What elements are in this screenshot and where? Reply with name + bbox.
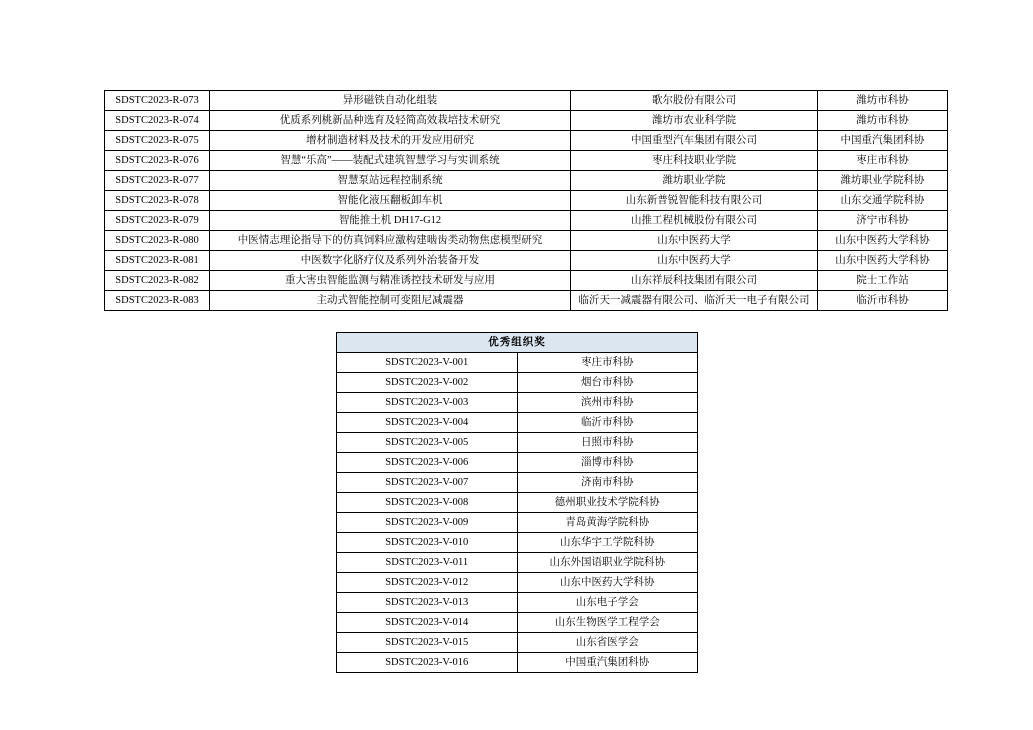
organization-name: 山东外国语职业学院科协 <box>517 553 698 573</box>
project-name: 智能化液压翻板卸车机 <box>210 191 571 211</box>
table-header-row <box>337 333 698 353</box>
excellent-organization-table <box>336 332 698 673</box>
project-organization: 山东祥辰科技集团有限公司 <box>571 271 818 291</box>
organization-code: SDSTC2023-V-009 <box>337 513 518 533</box>
project-recommender: 临沂市科协 <box>818 291 948 311</box>
awards-project-table <box>104 90 948 311</box>
project-code: SDSTC2023-R-080 <box>105 231 210 251</box>
project-organization: 潍坊市农业科学院 <box>571 111 818 131</box>
table-row <box>337 433 698 453</box>
project-code: SDSTC2023-R-074 <box>105 111 210 131</box>
table-row <box>337 493 698 513</box>
organization-name: 青岛黄海学院科协 <box>517 513 698 533</box>
project-organization: 中国重型汽车集团有限公司 <box>571 131 818 151</box>
project-organization: 潍坊职业学院 <box>571 171 818 191</box>
table-row <box>105 231 948 251</box>
table-row <box>337 593 698 613</box>
table-row <box>105 91 948 111</box>
table-row <box>337 393 698 413</box>
project-code: SDSTC2023-R-073 <box>105 91 210 111</box>
project-recommender: 潍坊市科协 <box>818 91 948 111</box>
organization-code: SDSTC2023-V-014 <box>337 613 518 633</box>
project-name: 主动式智能控制可变阻尼减震器 <box>210 291 571 311</box>
excellent-organization-table-body <box>337 333 698 673</box>
organization-code: SDSTC2023-V-006 <box>337 453 518 473</box>
organization-name: 济南市科协 <box>517 473 698 493</box>
excellent-organization-title: 优秀组织奖 <box>337 333 698 353</box>
organization-code: SDSTC2023-V-012 <box>337 573 518 593</box>
organization-name: 山东华宇工学院科协 <box>517 533 698 553</box>
project-organization: 歌尔股份有限公司 <box>571 91 818 111</box>
table-row <box>105 211 948 231</box>
table-row <box>337 353 698 373</box>
organization-name: 枣庄市科协 <box>517 353 698 373</box>
organization-code: SDSTC2023-V-015 <box>337 633 518 653</box>
organization-name: 烟台市科协 <box>517 373 698 393</box>
organization-name: 山东生物医学工程学会 <box>517 613 698 633</box>
project-name: 智能推土机 DH17-G12 <box>210 211 571 231</box>
table-row <box>337 553 698 573</box>
table-row <box>105 271 948 291</box>
organization-code: SDSTC2023-V-001 <box>337 353 518 373</box>
project-code: SDSTC2023-R-081 <box>105 251 210 271</box>
awards-project-table-container <box>104 90 929 311</box>
organization-code: SDSTC2023-V-007 <box>337 473 518 493</box>
project-recommender: 潍坊市科协 <box>818 111 948 131</box>
organization-name: 日照市科协 <box>517 433 698 453</box>
organization-code: SDSTC2023-V-013 <box>337 593 518 613</box>
organization-name: 滨州市科协 <box>517 393 698 413</box>
organization-code: SDSTC2023-V-004 <box>337 413 518 433</box>
organization-code: SDSTC2023-V-016 <box>337 653 518 673</box>
project-code: SDSTC2023-R-079 <box>105 211 210 231</box>
table-row <box>105 291 948 311</box>
excellent-organization-table-container <box>336 332 698 673</box>
project-name: 中医情志理论指导下的仿真饲料应激构建啮齿类动物焦虑模型研究 <box>210 231 571 251</box>
organization-name: 中国重汽集团科协 <box>517 653 698 673</box>
organization-code: SDSTC2023-V-005 <box>337 433 518 453</box>
table-row <box>105 251 948 271</box>
project-code: SDSTC2023-R-083 <box>105 291 210 311</box>
project-organization: 枣庄科技职业学院 <box>571 151 818 171</box>
organization-code: SDSTC2023-V-003 <box>337 393 518 413</box>
table-row <box>337 453 698 473</box>
project-name: 优质系列桃新品种选育及轻简高效栽培技术研究 <box>210 111 571 131</box>
project-recommender: 山东交通学院科协 <box>818 191 948 211</box>
organization-name: 临沂市科协 <box>517 413 698 433</box>
project-recommender: 中国重汽集团科协 <box>818 131 948 151</box>
table-row <box>105 191 948 211</box>
table-row <box>337 413 698 433</box>
table-row <box>337 573 698 593</box>
table-row <box>105 111 948 131</box>
project-name: 中医数字化脐疗仪及系列外治装备开发 <box>210 251 571 271</box>
table-row <box>105 151 948 171</box>
organization-name: 山东中医药大学科协 <box>517 573 698 593</box>
project-recommender: 枣庄市科协 <box>818 151 948 171</box>
table-row <box>337 653 698 673</box>
project-code: SDSTC2023-R-082 <box>105 271 210 291</box>
organization-name: 山东电子学会 <box>517 593 698 613</box>
project-code: SDSTC2023-R-077 <box>105 171 210 191</box>
table-row <box>105 131 948 151</box>
project-organization: 山东中医药大学 <box>571 251 818 271</box>
project-organization: 山推工程机械股份有限公司 <box>571 211 818 231</box>
project-name: 增材制造材料及技术的开发应用研究 <box>210 131 571 151</box>
organization-code: SDSTC2023-V-002 <box>337 373 518 393</box>
project-organization: 山东中医药大学 <box>571 231 818 251</box>
organization-name: 山东省医学会 <box>517 633 698 653</box>
table-row <box>337 373 698 393</box>
project-recommender: 济宁市科协 <box>818 211 948 231</box>
organization-code: SDSTC2023-V-010 <box>337 533 518 553</box>
project-organization: 山东新普锐智能科技有限公司 <box>571 191 818 211</box>
project-organization: 临沂天一减震器有限公司、临沂天一电子有限公司 <box>571 291 818 311</box>
project-recommender: 山东中医药大学科协 <box>818 231 948 251</box>
organization-name: 德州职业技术学院科协 <box>517 493 698 513</box>
project-code: SDSTC2023-R-076 <box>105 151 210 171</box>
organization-name: 淄博市科协 <box>517 453 698 473</box>
table-row <box>337 613 698 633</box>
project-name: 异形磁铁自动化组装 <box>210 91 571 111</box>
project-name: 智慧泵站远程控制系统 <box>210 171 571 191</box>
project-code: SDSTC2023-R-078 <box>105 191 210 211</box>
project-recommender: 山东中医药大学科协 <box>818 251 948 271</box>
table-row <box>337 633 698 653</box>
table-row <box>105 171 948 191</box>
awards-project-table-body <box>105 91 948 311</box>
project-code: SDSTC2023-R-075 <box>105 131 210 151</box>
organization-code: SDSTC2023-V-011 <box>337 553 518 573</box>
table-row <box>337 533 698 553</box>
project-recommender: 潍坊职业学院科协 <box>818 171 948 191</box>
organization-code: SDSTC2023-V-008 <box>337 493 518 513</box>
table-row <box>337 473 698 493</box>
project-recommender: 院士工作站 <box>818 271 948 291</box>
table-row <box>337 513 698 533</box>
project-name: 智慧“乐高”——装配式建筑智慧学习与实训系统 <box>210 151 571 171</box>
project-name: 重大害虫智能监测与精准诱控技术研发与应用 <box>210 271 571 291</box>
